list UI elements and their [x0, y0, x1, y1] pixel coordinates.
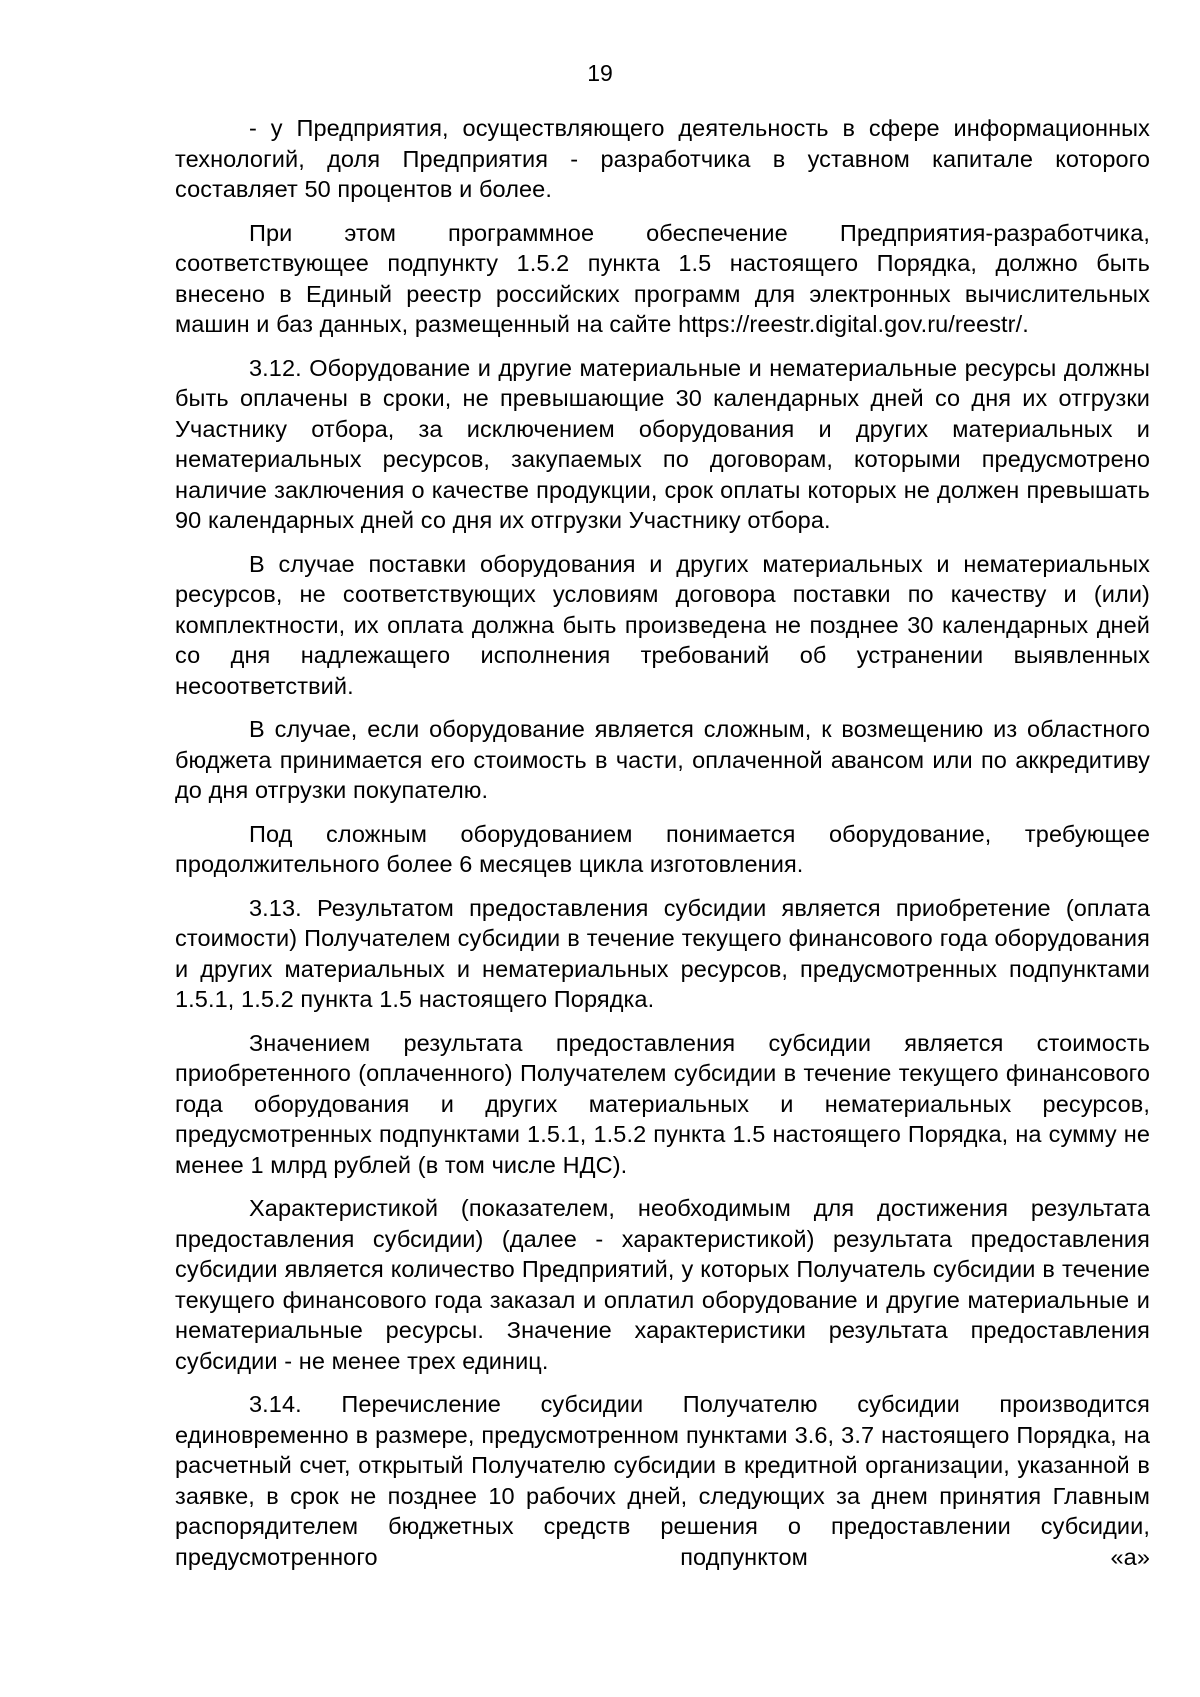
paragraph-result-value: Значением результата предоставления субсидии является стоимость приобретенного (оплаченного) Получателем субсидии в течение текущего финансового года оборудования и других материальных и нематериальных ресурсов, предусмотренных подпунктами 1.5.1, 1.5.2 пункта 1.5 настоящего Порядка, на сумму не менее 1 млрд рублей (в том числе НДС).	[175, 1029, 1150, 1178]
paragraph-complex-equipment-definition: Под сложным оборудованием понимается оборудование, требующее продолжительного более 6 месяцев цикла изготовления.	[175, 820, 1150, 877]
paragraph-result-characteristic: Характеристикой (показателем, необходимым для достижения результата предоставления субсидии) (далее - характеристикой) результата предоставления субсидии является количество Предприятий, у которых Получатель субсидии в течение текущего финансового года заказал и оплатил оборудование и другие материальные и нематериальные ресурсы. Значение характеристики результата предоставления субсидии - не менее трех единиц.	[175, 1195, 1150, 1374]
paragraph-3-14-transfer: 3.14. Перечисление субсидии Получателю субсидии производится единовременно в размере, предусмотренном пунктами 3.6, 3.7 настоящего Порядка, на расчетный счет, открытый Получателю субсидии в кредитной организации, указанной в заявке, в срок не позднее 10 рабочих дней, следующих за днем принятия Главным распорядителем бюджетных средств решения о предоставлении субсидии, предусмотренного подпунктом «а»	[175, 1391, 1150, 1570]
paragraph-3-13-result: 3.13. Результатом предоставления субсидии является приобретение (оплата стоимости) Получателем субсидии в течение текущего финансового года оборудования и других материальных и нематериальных ресурсов, предусмотренных подпунктами 1.5.1, 1.5.2 пункта 1.5 настоящего Порядка.	[175, 894, 1150, 1012]
paragraph-defective-supply: В случае поставки оборудования и других материальных и нематериальных ресурсов, не соответствующих условиям договора поставки по качеству и (или) комплектности, их оплата должна быть произведена не позднее 30 календарных дней со дня надлежащего исполнения требований об устранении выявленных несоответствий.	[175, 550, 1150, 699]
paragraph-complex-equipment: В случае, если оборудование является сложным, к возмещению из областного бюджета принимается его стоимость в части, оплаченной авансом или по аккредитиву до дня отгрузки покупателю.	[175, 716, 1150, 803]
paragraph-3-12-payment-terms: 3.12. Оборудование и другие материальные и нематериальные ресурсы должны быть оплачены в сроки, не превышающие 30 календарных дней со дня их отгрузки Участнику отбора, за исключением оборудования и других материальных и нематериальных ресурсов, закупаемых по договорам, которыми предусмотрено наличие заключения о качестве продукции, срок оплаты которых не должен превышать 90 календарных дней со дня их отгрузки Участнику отбора.	[175, 354, 1150, 533]
paragraph-software-registry: При этом программное обеспечение Предприятия-разработчика, соответствующее подпункту 1.5.2 пункта 1.5 настоящего Порядка, должно быть внесено в Единый реестр российских программ для электронных вычислительных машин и баз данных, размещенный на сайте https://reestr.digital.gov.ru/reestr/.	[175, 219, 1150, 337]
document-body	[175, 113, 1150, 1585]
page-number: 19	[587, 60, 613, 86]
paragraph-it-enterprise-share: - у Предприятия, осуществляющего деятельность в сфере информационных технологий, доля Предприятия - разработчика в уставном капитале которого составляет 50 процентов и более.	[175, 115, 1150, 202]
